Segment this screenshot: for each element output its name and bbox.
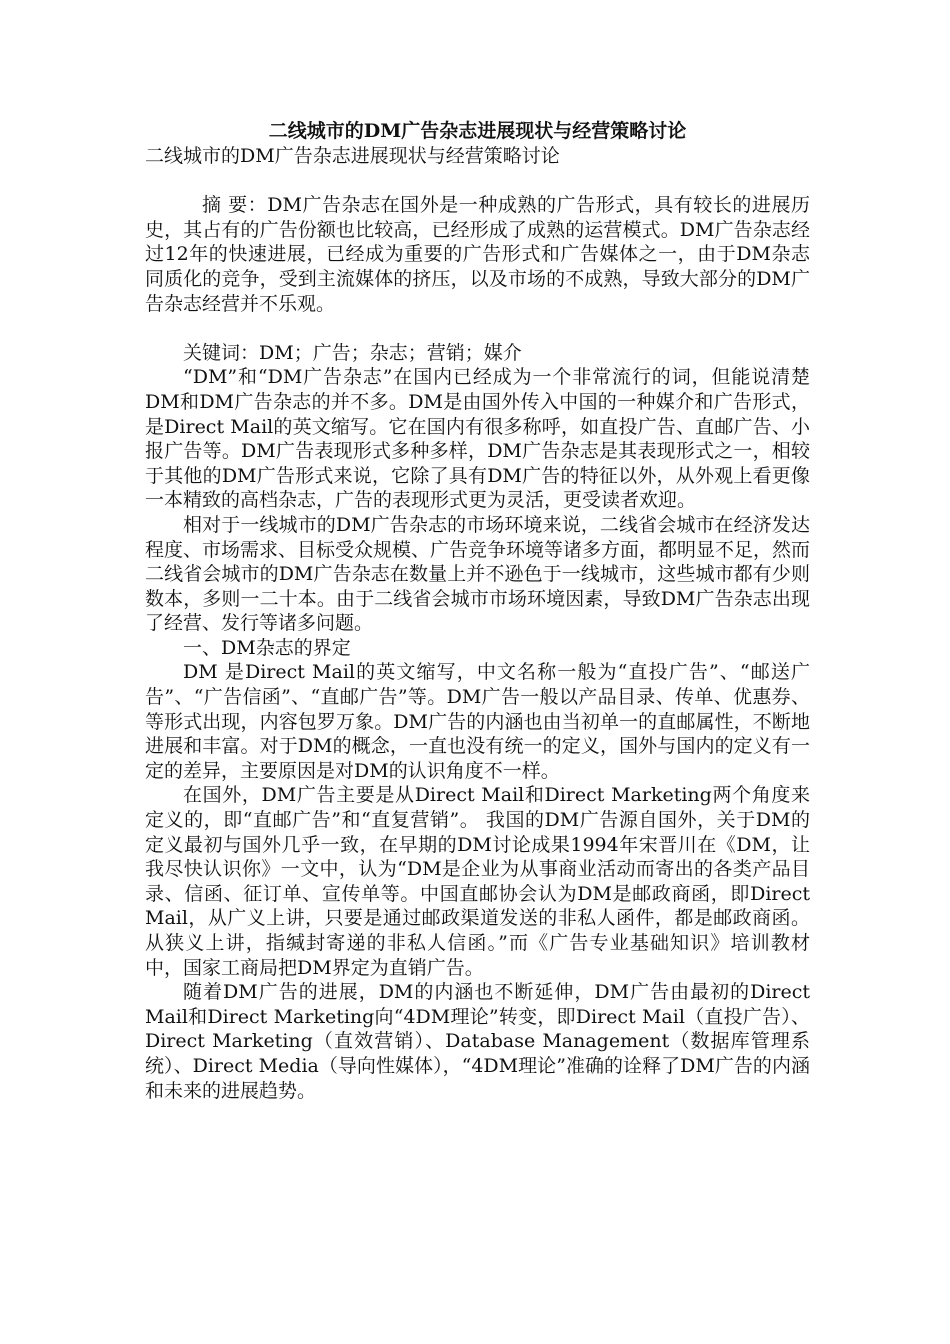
abstract-paragraph: 摘 要：DM广告杂志在国外是一种成熟的广告形式，具有较长的进展历史，其占有的广告份额也比较高，已经形成了成熟的运营模式。DM广告杂志经过12年的快速进展，已经成为重要的广告形式和广告媒体之一，由于DM杂志同质化的竞争，受到主流媒体的挤压，以及市场的不成熟，导致大部分的DM广告杂志经营并不乐观。 [145,194,810,315]
body-paragraph: “DM”和“DM广告杂志”在国内已经成为一个非常流行的词，但能说清楚DM和DM广告杂志的并不多。DM是由国外传入中国的一种媒介和广告形式，是Direct Mail的英文缩写。它在国内有很多称呼，如直投广告、直邮广告、小报广告等。DM广告表现形式多种多样，DM广告杂志是其表现形式之一，相较于其他的DM广告形式来说，它除了具有DM广告的特征以外，从外观上看更像一本精致的高档杂志，广告的表现形式更为灵活，更受读者欢迎。 [145,366,810,512]
body-paragraph: 相对于一线城市的DM广告杂志的市场环境来说，二线省会城市在经济发达程度、市场需求、目标受众规模、广告竞争环境等诸多方面，都明显不足，然而二线省会城市的DM广告杂志在数量上并不逊色于一线城市，这些城市都有少则数本，多则一二十本。由于二线省会城市市场环境因素，导致DM广告杂志出现了经营、发行等诸多问题。 [145,513,811,635]
document-subtitle: 二线城市的DM广告杂志进展现状与经营策略讨论 [145,145,560,167]
body-paragraph: DM 是Direct Mail的英文缩写，中文名称一般为“直投广告”、“邮送广告”、“广告信函”、“直邮广告”等。DM广告一般以产品目录、传单、优惠券、等形式出现，内容包罗万象。DM广告的内涵也由当初单一的直邮属性，不断地进展和丰富。对于DM的概念，一直也没有统一的定义，国外与国内的定义有一定的差异，主要原因是对DM的认识角度不一样。 [145,661,810,782]
keywords-line: 关键词：DM；广告；杂志；营销；媒介 [183,341,522,364]
body-paragraph: 随着DM广告的进展，DM的内涵也不断延伸，DM广告由最初的Direct Mail和Direct Marketing向“4DM理论”转变，即Direct Mail（直投广告）、Direct Marketing（直效营销）、Database Management（数据库管理系统）、Direct Media（导向性媒体），“4DM理论”准确的诠释了DM广告的内涵和未来的进展趋势。 [145,981,810,1102]
spacer [145,169,810,194]
section-heading: 一、DM杂志的界定 [183,636,351,659]
spacer [145,316,810,341]
document-title: 二线城市的DM广告杂志进展现状与经营策略讨论 [268,120,687,142]
document-page [145,118,810,1103]
body-paragraph: 在国外，DM广告主要是从Direct Mail和Direct Marketing两个角度来定义的，即“直邮广告”和“直复营销”。 我国的DM广告源自国外，关于DM的定义最初与国外几乎一致，在早期的DM讨论成果1994年宋晋川在《DM，让我尽快认识你》一文中，认为“DM是企业为从事商业活动而寄出的各类产品目录、信函、征订单、宣传单等。中国直邮协会认为DM是邮政商函，即Direct Mail，从广义上讲，只要是通过邮政渠道发送的非私人函件，都是邮政商函。从狭义上讲，指缄封寄递的非私人信函。”而《广告专业基础知识》培训教材中，国家工商局把DM界定为直销广告。 [145,784,810,979]
